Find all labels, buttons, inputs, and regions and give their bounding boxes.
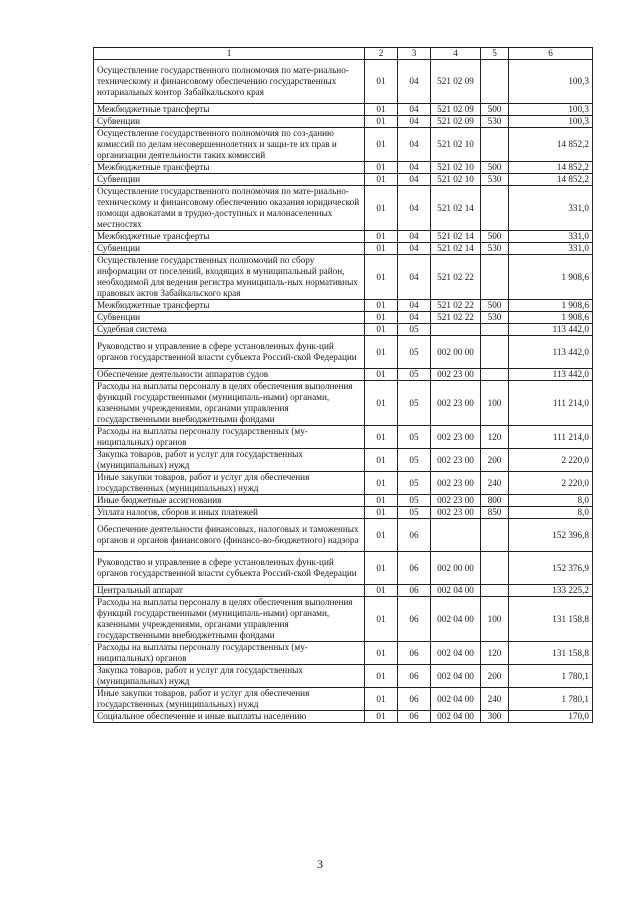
- table-row: [94, 552, 593, 585]
- cell-amount: 1 908,6: [509, 300, 593, 312]
- cell-name: Субвенции: [94, 116, 365, 128]
- column-header-subsection: 3: [398, 48, 431, 60]
- cell-section: 01: [365, 472, 398, 495]
- cell-section: 01: [365, 688, 398, 711]
- cell-expense-type: [481, 369, 509, 381]
- cell-target-item: [431, 519, 481, 552]
- cell-name: Иные бюджетные ассигнования: [94, 495, 365, 507]
- table-row: [94, 688, 593, 711]
- cell-name: Обеспечение деятельности финансовых, налоговых и таможенных органов и органов финансового (финансо-во-бюджетного) надзора: [94, 519, 365, 552]
- table-body: [94, 60, 593, 723]
- cell-section: 01: [365, 369, 398, 381]
- cell-section: 01: [365, 585, 398, 597]
- cell-section: 01: [365, 336, 398, 369]
- cell-name: Осуществление государственного полномочия по мате-риально-техническому и финансовому обеспечению оказания юридической помощи адвокатами в трудно-доступных и малонаселенных местностях: [94, 186, 365, 231]
- cell-name: Субвенции: [94, 174, 365, 186]
- cell-target-item: 521 02 22: [431, 312, 481, 324]
- cell-expense-type: 240: [481, 472, 509, 495]
- cell-subsection: 04: [398, 231, 431, 243]
- table-row: [94, 711, 593, 723]
- cell-expense-type: 500: [481, 162, 509, 174]
- cell-amount: 100,3: [509, 60, 593, 104]
- cell-name: Субвенции: [94, 243, 365, 255]
- table-row: [94, 381, 593, 426]
- cell-section: 01: [365, 495, 398, 507]
- cell-target-item: 002 04 00: [431, 642, 481, 665]
- cell-subsection: 05: [398, 449, 431, 472]
- cell-expense-type: 500: [481, 231, 509, 243]
- cell-amount: 14 852,2: [509, 162, 593, 174]
- cell-section: 01: [365, 519, 398, 552]
- cell-section: 01: [365, 116, 398, 128]
- cell-subsection: 04: [398, 116, 431, 128]
- cell-subsection: 06: [398, 519, 431, 552]
- cell-target-item: 002 00 00: [431, 336, 481, 369]
- cell-amount: 14 852,2: [509, 128, 593, 162]
- cell-expense-type: 100: [481, 597, 509, 642]
- table-row: [94, 116, 593, 128]
- cell-expense-type: [481, 552, 509, 585]
- cell-section: 01: [365, 665, 398, 688]
- cell-name: Расходы на выплаты персоналу государственных (му-ниципальных) органов: [94, 426, 365, 449]
- table-row: [94, 255, 593, 300]
- table-row: [94, 231, 593, 243]
- cell-subsection: 05: [398, 507, 431, 519]
- table-row: [94, 174, 593, 186]
- cell-name: Осуществление государственного полномочия по мате-риально-техническому и финансовому обеспечению государственных нотариальных контор Забайкальского края: [94, 60, 365, 104]
- cell-expense-type: [481, 324, 509, 336]
- cell-subsection: 04: [398, 255, 431, 300]
- cell-amount: 331,0: [509, 231, 593, 243]
- cell-name: Иные закупки товаров, работ и услуг для обеспечения государственных (муниципальных) нужд: [94, 688, 365, 711]
- cell-name: Обеспечение деятельности аппаратов судов: [94, 369, 365, 381]
- cell-amount: 133 225,2: [509, 585, 593, 597]
- cell-name: Межбюджетные трансферты: [94, 231, 365, 243]
- cell-expense-type: 120: [481, 426, 509, 449]
- cell-expense-type: [481, 186, 509, 231]
- cell-amount: 100,3: [509, 104, 593, 116]
- cell-target-item: 002 23 00: [431, 449, 481, 472]
- table-row: [94, 449, 593, 472]
- table-row: [94, 128, 593, 162]
- table-row: [94, 597, 593, 642]
- cell-target-item: 002 04 00: [431, 688, 481, 711]
- cell-subsection: 05: [398, 426, 431, 449]
- column-header-name: 1: [94, 48, 365, 60]
- table-row: [94, 426, 593, 449]
- cell-amount: 1 780,1: [509, 688, 593, 711]
- cell-subsection: 05: [398, 336, 431, 369]
- cell-section: 01: [365, 162, 398, 174]
- cell-subsection: 04: [398, 243, 431, 255]
- cell-section: 01: [365, 711, 398, 723]
- cell-name: Иные закупки товаров, работ и услуг для обеспечения государственных (муниципальных) нужд: [94, 472, 365, 495]
- cell-amount: 14 852,2: [509, 174, 593, 186]
- cell-subsection: 06: [398, 552, 431, 585]
- cell-section: 01: [365, 186, 398, 231]
- cell-expense-type: 500: [481, 300, 509, 312]
- cell-expense-type: 530: [481, 174, 509, 186]
- budget-table: [93, 47, 593, 723]
- cell-expense-type: 530: [481, 243, 509, 255]
- table-row: [94, 104, 593, 116]
- cell-name: Руководство и управление в сфере установленных функ-ций органов государственной власти субъекта Россий-ской Федерации: [94, 552, 365, 585]
- cell-section: 01: [365, 312, 398, 324]
- cell-subsection: 04: [398, 186, 431, 231]
- cell-amount: 331,0: [509, 186, 593, 231]
- cell-name: Закупка товаров, работ и услуг для государственных (муниципальных) нужд: [94, 449, 365, 472]
- cell-section: 01: [365, 104, 398, 116]
- cell-target-item: 002 23 00: [431, 426, 481, 449]
- cell-amount: 131 158,8: [509, 642, 593, 665]
- cell-subsection: 04: [398, 300, 431, 312]
- cell-subsection: 04: [398, 312, 431, 324]
- cell-target-item: 521 02 22: [431, 300, 481, 312]
- table-row: [94, 472, 593, 495]
- cell-amount: 111 214,0: [509, 426, 593, 449]
- cell-expense-type: 850: [481, 507, 509, 519]
- cell-expense-type: [481, 60, 509, 104]
- cell-subsection: 05: [398, 495, 431, 507]
- cell-section: 01: [365, 231, 398, 243]
- cell-section: 01: [365, 324, 398, 336]
- cell-target-item: 521 02 14: [431, 243, 481, 255]
- table-row: [94, 336, 593, 369]
- cell-name: Межбюджетные трансферты: [94, 300, 365, 312]
- cell-name: Расходы на выплаты персоналу в целях обеспечения выполнения функций государственными (муниципаль-ными) органами, казенными учреждениями, органами управления государственными внебюджетными фондами: [94, 381, 365, 426]
- cell-subsection: 06: [398, 585, 431, 597]
- cell-target-item: 521 02 14: [431, 231, 481, 243]
- cell-section: 01: [365, 243, 398, 255]
- cell-subsection: 05: [398, 472, 431, 495]
- cell-amount: 111 214,0: [509, 381, 593, 426]
- column-header-expense-type: 5: [481, 48, 509, 60]
- cell-expense-type: [481, 336, 509, 369]
- cell-subsection: 04: [398, 174, 431, 186]
- cell-target-item: 521 02 10: [431, 162, 481, 174]
- cell-target-item: 002 04 00: [431, 665, 481, 688]
- cell-target-item: 002 04 00: [431, 585, 481, 597]
- cell-section: 01: [365, 60, 398, 104]
- table-row: [94, 369, 593, 381]
- cell-target-item: 002 04 00: [431, 711, 481, 723]
- cell-target-item: 002 04 00: [431, 597, 481, 642]
- cell-amount: 152 376,9: [509, 552, 593, 585]
- cell-amount: 170,0: [509, 711, 593, 723]
- cell-expense-type: 120: [481, 642, 509, 665]
- cell-subsection: 06: [398, 688, 431, 711]
- cell-section: 01: [365, 255, 398, 300]
- table-row: [94, 300, 593, 312]
- cell-target-item: 521 02 09: [431, 104, 481, 116]
- cell-name: Руководство и управление в сфере установленных функ-ций органов государственной власти субъекта Россий-ской Федерации: [94, 336, 365, 369]
- cell-subsection: 04: [398, 104, 431, 116]
- cell-expense-type: 800: [481, 495, 509, 507]
- table-row: [94, 665, 593, 688]
- cell-expense-type: 200: [481, 665, 509, 688]
- table-row: [94, 519, 593, 552]
- cell-amount: 113 442,0: [509, 336, 593, 369]
- cell-amount: 331,0: [509, 243, 593, 255]
- table-row: [94, 585, 593, 597]
- cell-subsection: 05: [398, 369, 431, 381]
- cell-name: Межбюджетные трансферты: [94, 162, 365, 174]
- table-row: [94, 243, 593, 255]
- cell-target-item: 521 02 14: [431, 186, 481, 231]
- column-header-section: 2: [365, 48, 398, 60]
- cell-expense-type: 240: [481, 688, 509, 711]
- cell-name: Центральный аппарат: [94, 585, 365, 597]
- cell-expense-type: 530: [481, 312, 509, 324]
- cell-expense-type: [481, 519, 509, 552]
- cell-target-item: 521 02 10: [431, 174, 481, 186]
- table-row: [94, 162, 593, 174]
- cell-expense-type: [481, 128, 509, 162]
- cell-name: Субвенции: [94, 312, 365, 324]
- cell-name: Расходы на выплаты персоналу государственных (му-ниципальных) органов: [94, 642, 365, 665]
- cell-subsection: 06: [398, 642, 431, 665]
- cell-section: 01: [365, 381, 398, 426]
- cell-target-item: 521 02 22: [431, 255, 481, 300]
- cell-name: Социальное обеспечение и иные выплаты населению: [94, 711, 365, 723]
- cell-section: 01: [365, 597, 398, 642]
- cell-subsection: 05: [398, 381, 431, 426]
- cell-name: Осуществление государственного полномочия по соз-данию комиссий по делам несовершеннолетних и защи-те их прав и организации деятельности таких комиссий: [94, 128, 365, 162]
- column-header-target-item: 4: [431, 48, 481, 60]
- cell-amount: 113 442,0: [509, 369, 593, 381]
- cell-target-item: [431, 324, 481, 336]
- cell-target-item: 002 23 00: [431, 472, 481, 495]
- cell-amount: 1 908,6: [509, 255, 593, 300]
- cell-section: 01: [365, 507, 398, 519]
- cell-target-item: 002 23 00: [431, 369, 481, 381]
- cell-name: Межбюджетные трансферты: [94, 104, 365, 116]
- cell-amount: 113 442,0: [509, 324, 593, 336]
- cell-amount: 8,0: [509, 507, 593, 519]
- cell-amount: 8,0: [509, 495, 593, 507]
- cell-expense-type: 200: [481, 449, 509, 472]
- cell-expense-type: [481, 255, 509, 300]
- page-number: 3: [317, 857, 323, 871]
- cell-section: 01: [365, 174, 398, 186]
- cell-target-item: 521 02 09: [431, 116, 481, 128]
- cell-section: 01: [365, 449, 398, 472]
- cell-amount: 2 220,0: [509, 472, 593, 495]
- cell-expense-type: 500: [481, 104, 509, 116]
- cell-expense-type: [481, 585, 509, 597]
- cell-target-item: 521 02 09: [431, 60, 481, 104]
- cell-name: Осуществление государственных полномочий по сбору информации от поселений, входящих в муниципальный район, необходимой для ведения регистра муниципаль-ных нормативных правовых актов Забайкальского края: [94, 255, 365, 300]
- cell-target-item: 002 00 00: [431, 552, 481, 585]
- cell-expense-type: 100: [481, 381, 509, 426]
- cell-amount: 2 220,0: [509, 449, 593, 472]
- table-row: [94, 312, 593, 324]
- cell-name: Судебная система: [94, 324, 365, 336]
- cell-subsection: 04: [398, 60, 431, 104]
- cell-subsection: 04: [398, 128, 431, 162]
- table-row: [94, 60, 593, 104]
- cell-subsection: 06: [398, 597, 431, 642]
- table-row: [94, 495, 593, 507]
- table-header-row: [94, 48, 593, 60]
- cell-expense-type: 530: [481, 116, 509, 128]
- cell-target-item: 521 02 10: [431, 128, 481, 162]
- cell-name: Закупка товаров, работ и услуг для государственных (муниципальных) нужд: [94, 665, 365, 688]
- cell-subsection: 06: [398, 665, 431, 688]
- cell-target-item: 002 23 00: [431, 381, 481, 426]
- cell-amount: 100,3: [509, 116, 593, 128]
- table-row: [94, 324, 593, 336]
- cell-expense-type: 300: [481, 711, 509, 723]
- table-row: [94, 186, 593, 231]
- cell-subsection: 05: [398, 324, 431, 336]
- table-row: [94, 642, 593, 665]
- column-header-amount: 6: [509, 48, 593, 60]
- cell-amount: 131 158,8: [509, 597, 593, 642]
- cell-target-item: 002 23 00: [431, 507, 481, 519]
- cell-section: 01: [365, 426, 398, 449]
- cell-target-item: 002 23 00: [431, 495, 481, 507]
- cell-section: 01: [365, 642, 398, 665]
- cell-name: Расходы на выплаты персоналу в целях обеспечения выполнения функций государственными (муниципаль-ными) органами, казенными учреждениями, органами управления государственными внебюджетными фондами: [94, 597, 365, 642]
- cell-section: 01: [365, 128, 398, 162]
- cell-subsection: 06: [398, 711, 431, 723]
- cell-section: 01: [365, 300, 398, 312]
- table-row: [94, 507, 593, 519]
- cell-section: 01: [365, 552, 398, 585]
- cell-subsection: 04: [398, 162, 431, 174]
- cell-amount: 1 780,1: [509, 665, 593, 688]
- cell-amount: 152 396,8: [509, 519, 593, 552]
- cell-name: Уплата налогов, сборов и иных платежей: [94, 507, 365, 519]
- cell-amount: 1 908,6: [509, 312, 593, 324]
